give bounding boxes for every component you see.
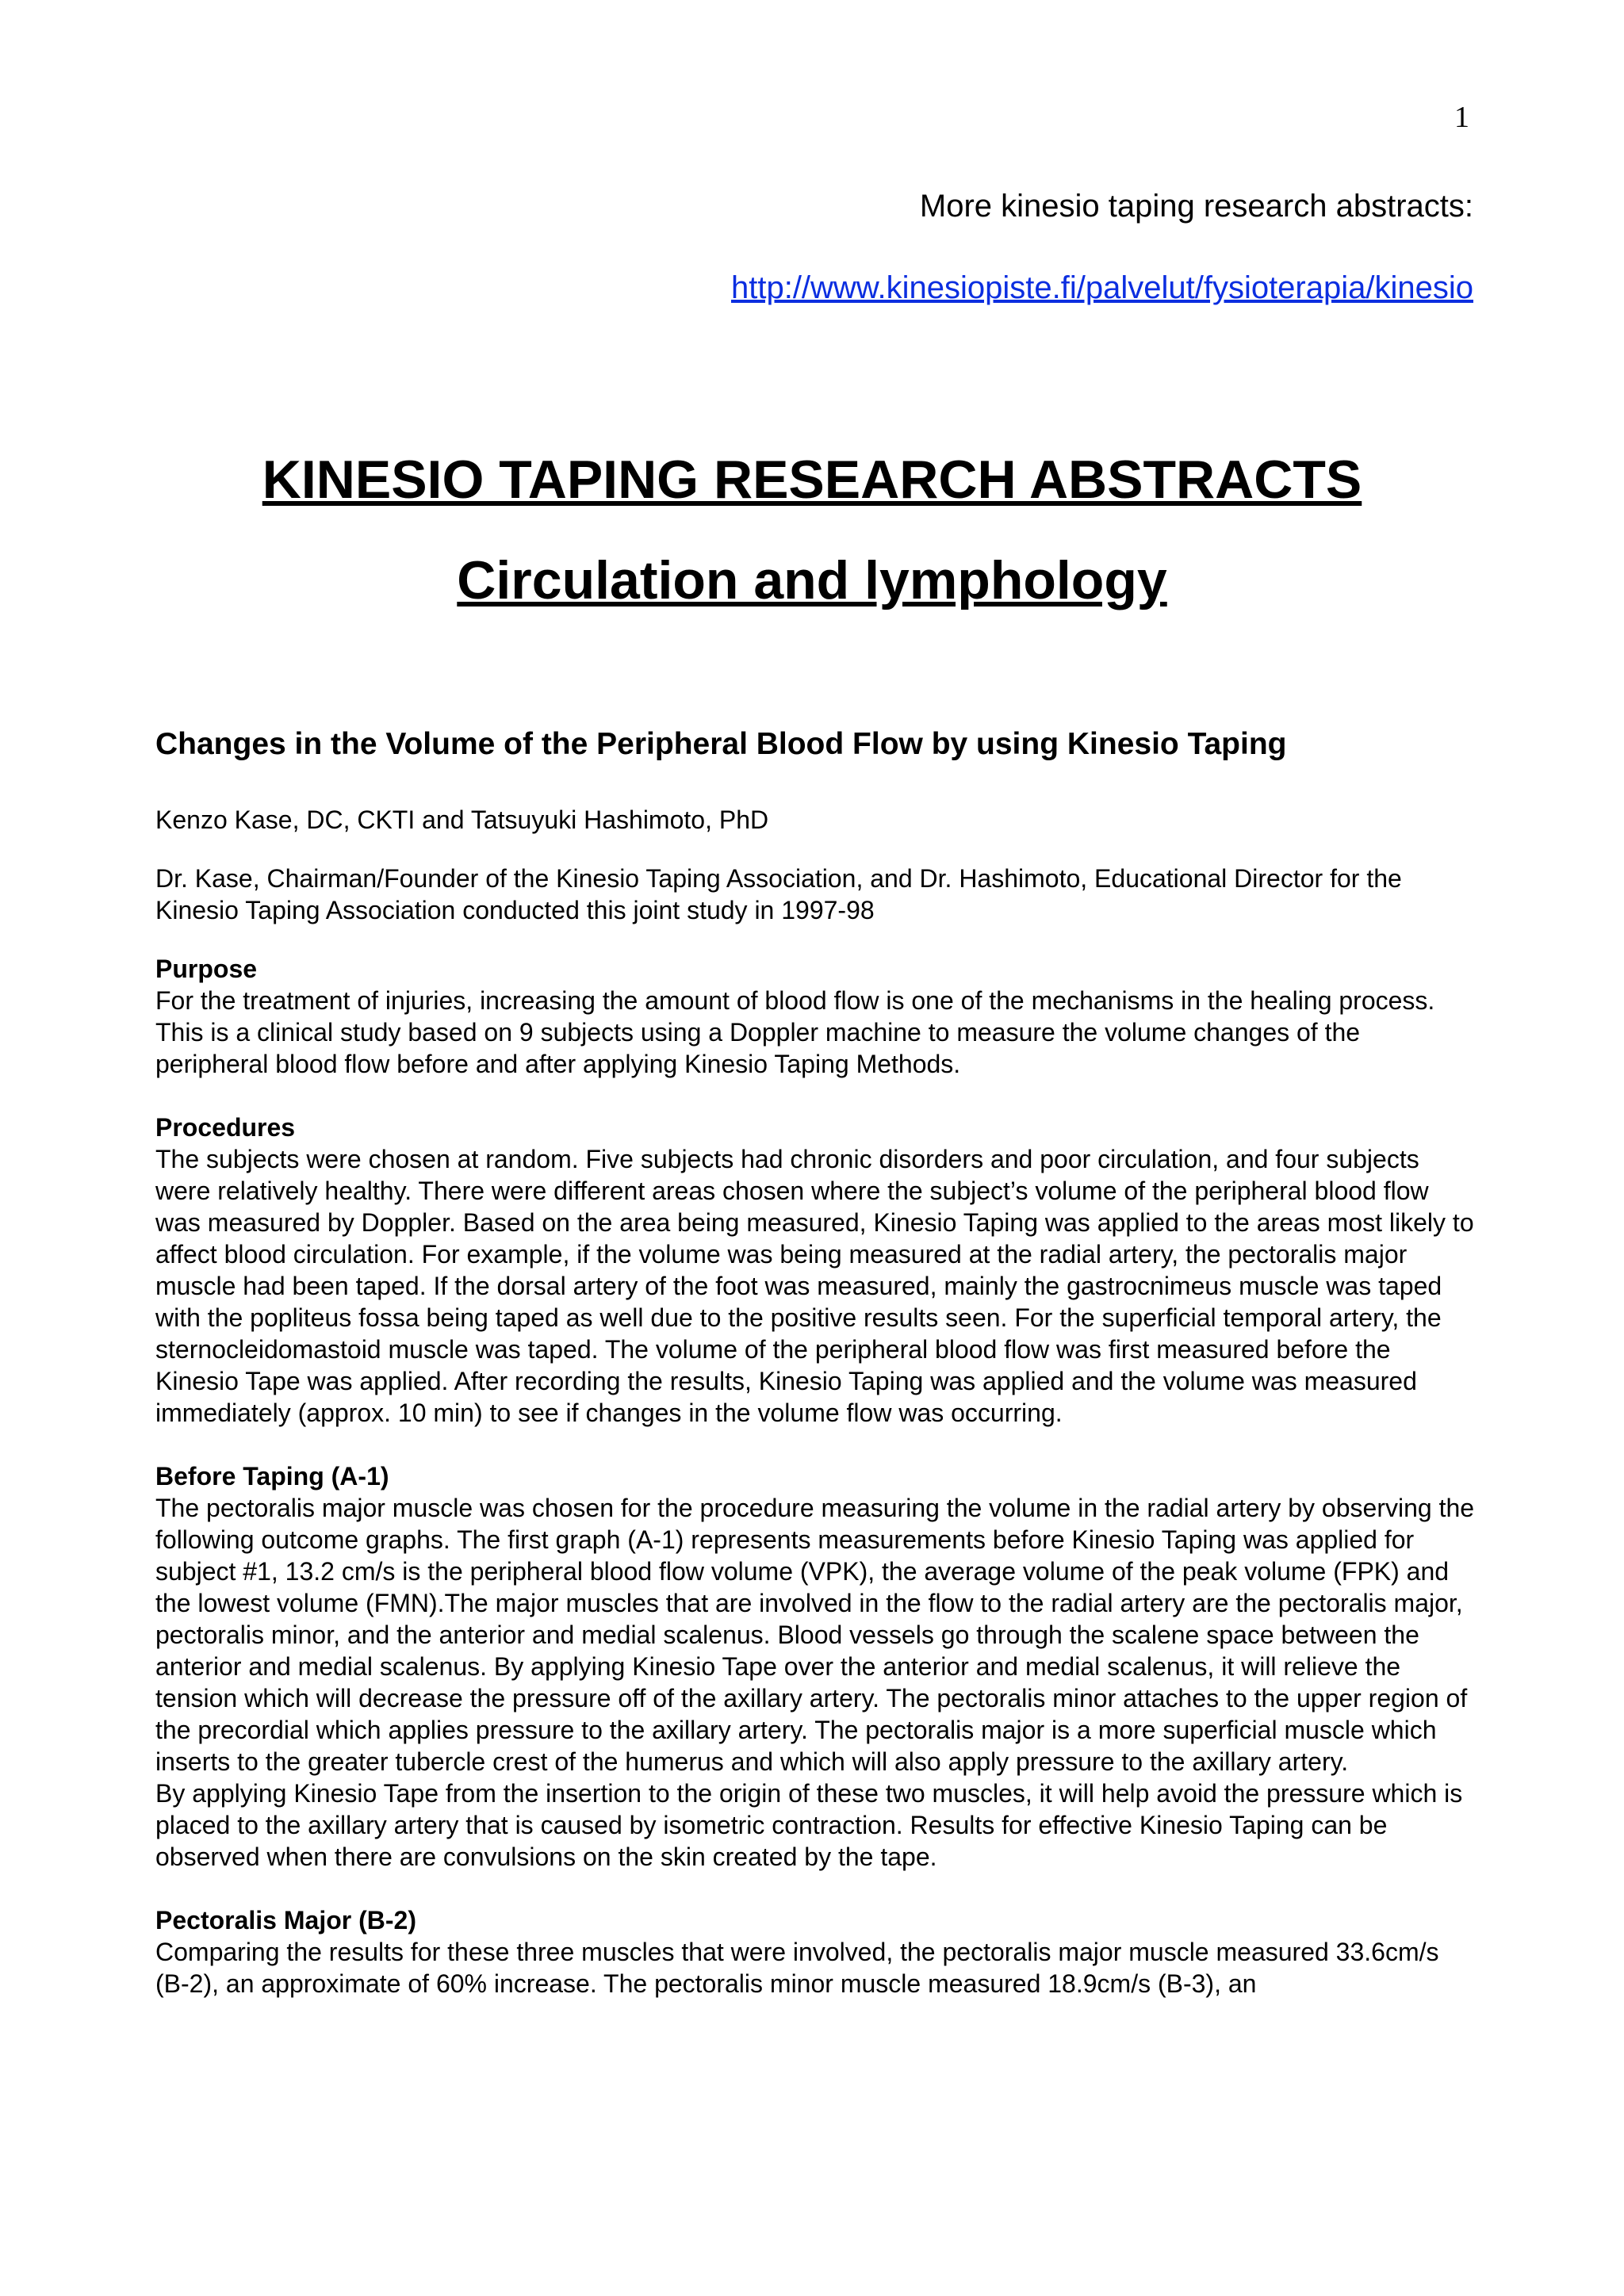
section-heading: Purpose <box>155 955 258 983</box>
article-authors: Kenzo Kase, DC, CKTI and Tatsuyuki Hashimoto, PhD <box>155 806 769 834</box>
document-subtitle: Circulation and lymphology <box>457 550 1167 610</box>
section-paragraph: Comparing the results for these three muscles that were involved, the pectoralis major muscle measured 33.6cm/s (B-2), an approximate of 60% increase. The pectoralis minor muscle measured 18.9cm/s (B-3), an <box>155 1938 1439 1998</box>
more-abstracts-link[interactable]: http://www.kinesiopiste.fi/palvelut/fysioterapia/kinesio <box>730 270 1473 305</box>
article-body <box>155 725 1480 2031</box>
section-paragraph: For the treatment of injuries, increasing the amount of blood flow is one of the mechanisms in the healing process. This is a clinical study based on 9 subjects using a Doppler machine to measure the volume changes of the peripheral blood flow before and after applying Kinesio Taping Methods. <box>155 986 1435 1078</box>
section-paragraph: By applying Kinesio Tape from the insertion to the origin of these two muscles, it will help avoid the pressure which is placed to the axillary artery that is caused by isometric contraction. Results for effective Kinesio Taping can be observed when there are convulsions on the skin created by the tape. <box>155 1779 1463 1871</box>
section-paragraph: The pectoralis major muscle was chosen for the procedure measuring the volume in the radial artery by observing the following outcome graphs. The first graph (A-1) represents measurements before Kinesio Taping was applied for subject #1, 13.2 cm/s is the peripheral blood flow volume (VPK), the average volume of the peak volume (FPK) and the lowest volume (FMN).The major muscles that are involved in the flow to the radial artery are the pectoralis major, pectoralis minor, and the anterior and medial scalenus. Blood vessels go through the scalene space between the anterior and medial scalenus. By applying Kinesio Tape over the anterior and medial scalenus, it will relieve the tension which will decrease the pressure off of the axillary artery. The pectoralis minor attaches to the upper region of the precordial which applies pressure to the axillary artery. The pectoralis major is a more superficial muscle which inserts to the greater tubercle crest of the humerus and which will also apply pressure to the axillary artery. <box>155 1494 1475 1776</box>
section-pectoralis-major <box>155 1904 1480 1999</box>
section-heading: Pectoralis Major (B-2) <box>155 1906 416 1934</box>
section-purpose <box>155 953 1480 1080</box>
document-title: KINESIO TAPING RESEARCH ABSTRACTS <box>262 450 1362 510</box>
section-paragraph: The subjects were chosen at random. Five subjects had chronic disorders and poor circulation, and four subjects were relatively healthy. There were different areas chosen where the subject’s volume of the peripheral blood flow was measured by Doppler. Based on the area being measured, Kinesio Taping was applied to the areas most likely to affect blood circulation. For example, if the volume was being measured at the radial artery, the pectoralis major muscle had been taped. If the dorsal artery of the foot was measured, mainly the gastrocnimeus muscle was taped with the popliteus fossa being taped as well due to the positive results seen. For the superficial temporal artery, the sternocleidomastoid muscle was taped. The volume of the peripheral blood flow was first measured before the Kinesio Tape was applied. After recording the results, Kinesio Taping was applied and the volume was measured immediately (approx. 10 min) to see if changes in the volume flow was occurring. <box>155 1145 1474 1427</box>
more-abstracts-label: More kinesio taping research abstracts: <box>919 189 1473 224</box>
section-procedures <box>155 1112 1480 1429</box>
section-heading: Before Taping (A-1) <box>155 1462 389 1490</box>
more-abstracts-header <box>731 189 1473 306</box>
page-number: 1 <box>1454 101 1469 134</box>
section-heading: Procedures <box>155 1113 296 1142</box>
section-before-taping <box>155 1460 1480 1873</box>
article-title: Changes in the Volume of the Peripheral Blood Flow by using Kinesio Taping <box>155 727 1287 761</box>
article-intro: Dr. Kase, Chairman/Founder of the Kinesio Taping Association, and Dr. Hashimoto, Educational Director for the Kinesio Taping Association conducted this joint study in 1997-98 <box>155 864 1402 924</box>
